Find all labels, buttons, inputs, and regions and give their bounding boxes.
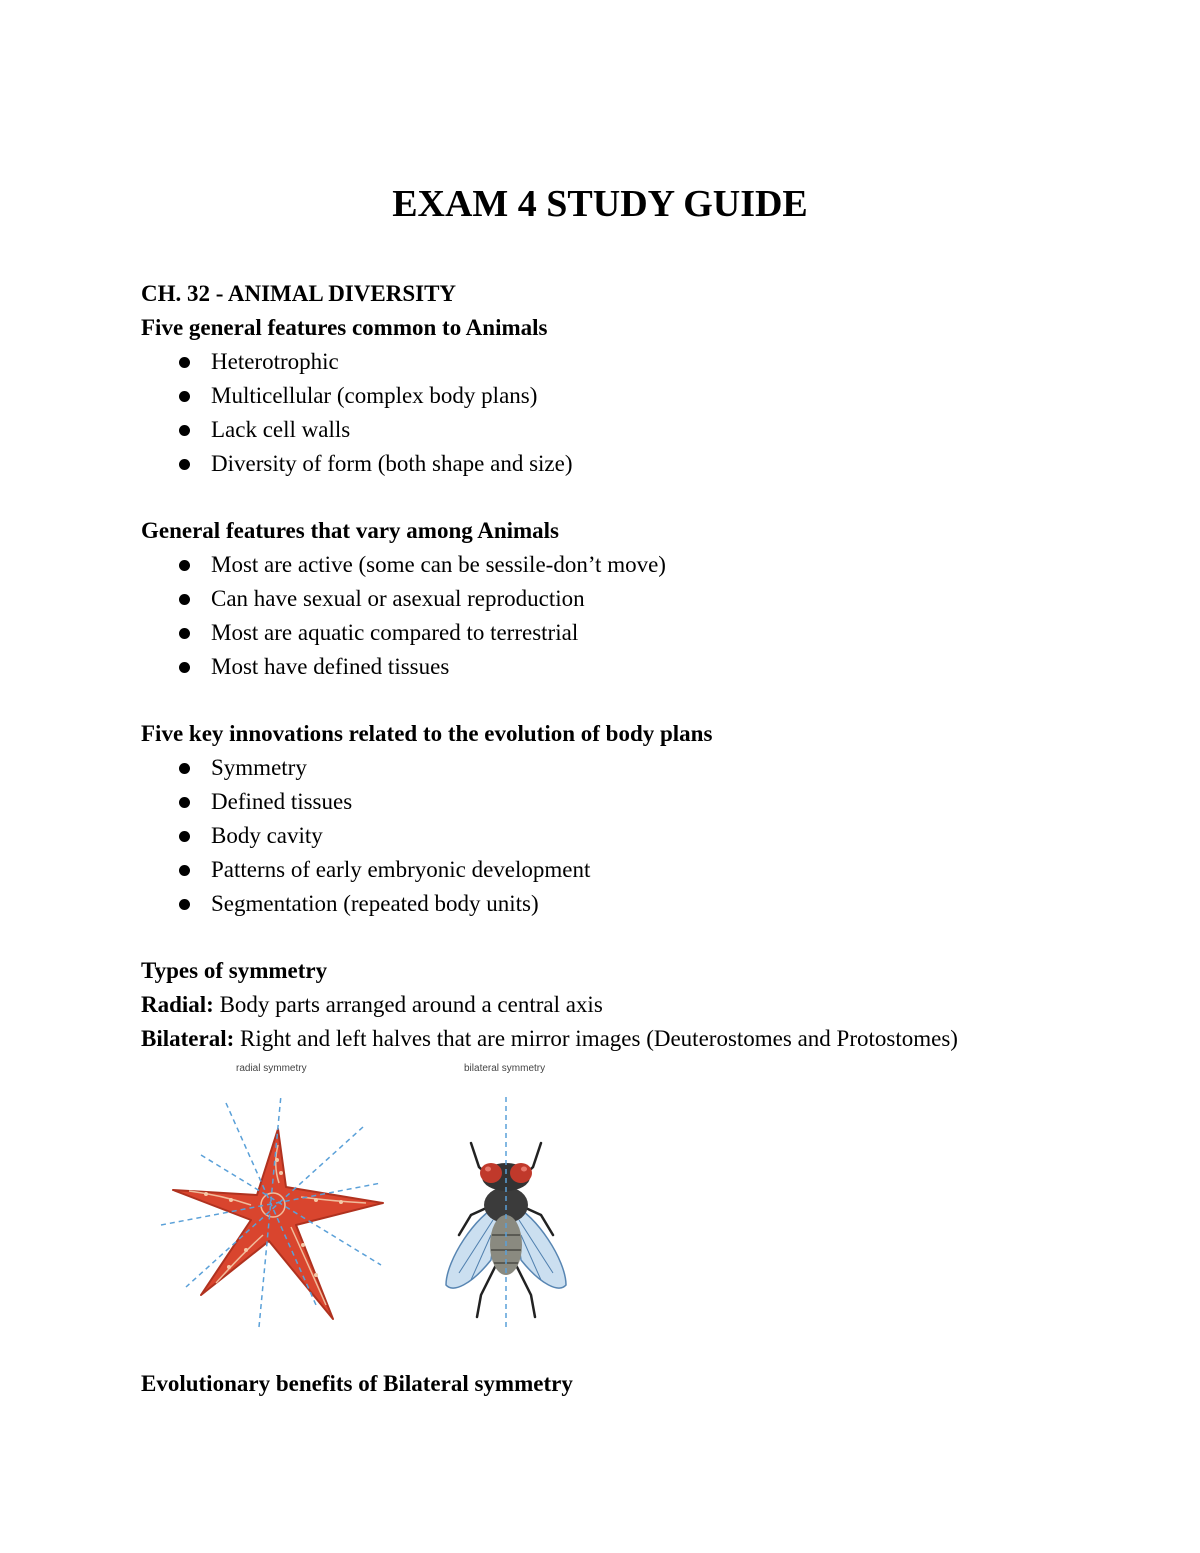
symmetry-figure (141, 1055, 601, 1340)
document-body (141, 277, 1141, 1056)
list-item: Can have sexual or asexual reproduction (141, 582, 1141, 616)
list-item: Multicellular (complex body plans) (141, 379, 1141, 413)
list-item: Diversity of form (both shape and size) (141, 447, 1141, 481)
list-varying-features (141, 548, 1141, 684)
bullet-icon (179, 357, 190, 368)
list-item: Patterns of early embryonic development (141, 853, 1141, 887)
bullet-icon (179, 797, 190, 808)
section-heading-bilateral-benefits: Evolutionary benefits of Bilateral symmetry (141, 1371, 573, 1396)
bullet-icon (179, 899, 190, 910)
list-item: Symmetry (141, 751, 1141, 785)
bullet-icon (179, 391, 190, 402)
bullet-icon (179, 425, 190, 436)
bullet-icon (179, 628, 190, 639)
bilateral-text: Right and left halves that are mirror images (Deuterostomes and Protostomes) (234, 1026, 958, 1051)
radial-term: Radial: (141, 992, 214, 1017)
bullet-icon (179, 763, 190, 774)
radial-text: Body parts arranged around a central axis (213, 992, 603, 1017)
list-item: Segmentation (repeated body units) (141, 887, 1141, 921)
list-item: Most are aquatic compared to terrestrial (141, 616, 1141, 650)
bullet-icon (179, 594, 190, 605)
list-item: Most have defined tissues (141, 650, 1141, 684)
bilateral-symmetry-label: bilateral symmetry (464, 1063, 546, 1074)
list-item: Lack cell walls (141, 413, 1141, 447)
document-title: EXAM 4 STUDY GUIDE (392, 183, 808, 225)
bullet-icon (179, 560, 190, 571)
section-heading-common-features: Five general features common to Animals (141, 315, 548, 340)
radial-symmetry-label: radial symmetry (236, 1063, 307, 1074)
list-item: Most are active (some can be sessile-don’t move) (141, 548, 1141, 582)
list-key-innovations (141, 751, 1141, 921)
list-common-features (141, 345, 1141, 481)
bullet-icon (179, 831, 190, 842)
bullet-icon (179, 865, 190, 876)
list-item: Body cavity (141, 819, 1141, 853)
symmetry-illustration (141, 1055, 601, 1340)
section-heading-symmetry: Types of symmetry (141, 958, 328, 983)
section-heading-key-innovations: Five key innovations related to the evolution of body plans (141, 721, 713, 746)
list-item: Defined tissues (141, 785, 1141, 819)
list-item: Heterotrophic (141, 345, 1141, 379)
bullet-icon (179, 459, 190, 470)
chapter-heading: CH. 32 - ANIMAL DIVERSITY (141, 281, 457, 306)
bilateral-definition (141, 1022, 1141, 1056)
radial-definition (141, 988, 1141, 1022)
bullet-icon (179, 662, 190, 673)
section-heading-varying-features: General features that vary among Animals (141, 518, 560, 543)
bilateral-term: Bilateral: (141, 1026, 235, 1051)
